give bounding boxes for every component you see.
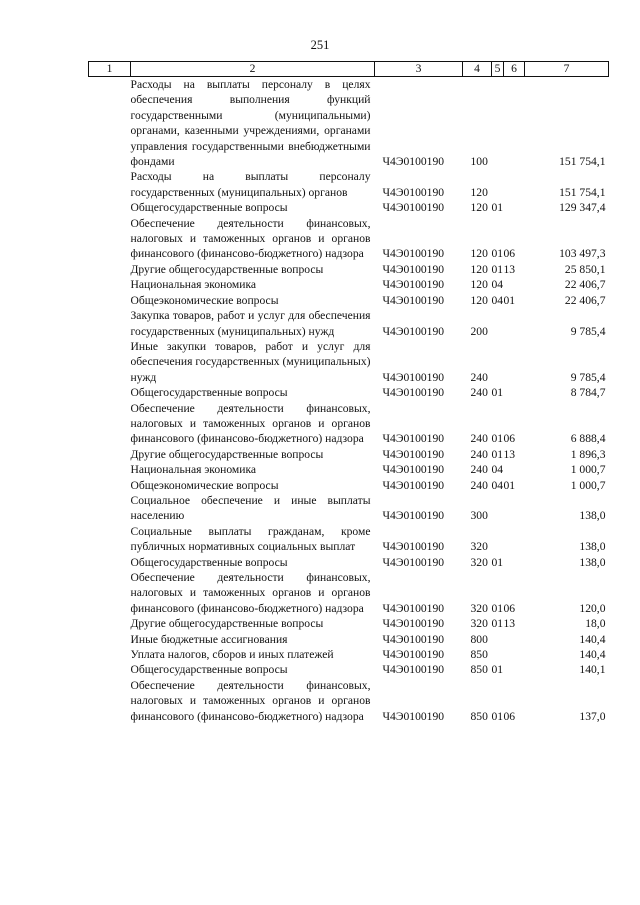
row-blank-cell <box>89 216 131 262</box>
row-expense-type: 120 <box>470 293 488 307</box>
row-section: 01 <box>491 709 504 723</box>
row-blank-cell <box>89 308 131 339</box>
row-subsection <box>504 339 525 385</box>
row-blank-cell <box>89 555 131 570</box>
table-row <box>89 462 609 477</box>
row-amount: 18,0 <box>585 617 606 631</box>
row-subsection <box>504 308 525 339</box>
row-name: Общеэкономические вопросы <box>130 478 279 492</box>
row-section: 01 <box>491 247 504 261</box>
row-blank-cell <box>89 447 131 462</box>
row-section: 01 <box>491 201 504 215</box>
table-row <box>89 385 609 400</box>
header-col-6: 6 <box>504 62 525 77</box>
row-blank-cell <box>89 401 131 447</box>
row-name: Социальное обеспечение и иные выплаты населению <box>130 493 371 523</box>
row-name: Национальная экономика <box>130 278 257 292</box>
page-number: 251 <box>310 38 330 52</box>
table-row <box>89 632 609 647</box>
table-row <box>89 616 609 631</box>
row-target-code: Ч4Э0100190 <box>382 201 445 215</box>
row-subsection: 13 <box>503 447 516 461</box>
table-row <box>89 216 609 262</box>
row-expense-type: 240 <box>470 432 488 446</box>
row-name: Расходы на выплаты персоналу в целях обеспечения выполнения функций государственными (муниципальными) органами, казенными учреждениями, органами управления государственными внебюджетными фондами <box>130 78 371 169</box>
row-subsection <box>504 493 525 524</box>
row-name: Национальная экономика <box>130 463 257 477</box>
table-body <box>89 77 609 725</box>
row-expense-type: 240 <box>470 386 488 400</box>
row-target-code: Ч4Э0100190 <box>382 709 445 723</box>
row-blank-cell <box>89 524 131 555</box>
row-name: Другие общегосударственные вопросы <box>130 617 324 631</box>
row-expense-type: 120 <box>470 278 488 292</box>
row-name: Расходы на выплаты персоналу государственных (муниципальных) органов <box>130 170 371 199</box>
row-amount: 137,0 <box>579 709 606 723</box>
row-target-code: Ч4Э0100190 <box>382 663 445 677</box>
row-blank-cell <box>89 200 131 215</box>
row-subsection <box>504 385 525 400</box>
table-row <box>89 401 609 447</box>
row-name: Другие общегосударственные вопросы <box>130 262 324 276</box>
row-blank-cell <box>89 339 131 385</box>
row-amount: 151 754,1 <box>559 155 606 169</box>
table-row <box>89 478 609 493</box>
row-expense-type: 240 <box>470 463 488 477</box>
row-section: 04 <box>491 463 504 477</box>
row-expense-type: 100 <box>470 155 488 169</box>
row-target-code: Ч4Э0100190 <box>382 617 445 631</box>
header-col-2: 2 <box>131 62 375 77</box>
row-subsection <box>504 77 525 170</box>
row-subsection <box>504 632 525 647</box>
row-blank-cell <box>89 493 131 524</box>
row-section <box>492 308 504 339</box>
row-blank-cell <box>89 462 131 477</box>
row-name: Другие общегосударственные вопросы <box>130 447 324 461</box>
header-col-3: 3 <box>375 62 463 77</box>
row-amount: 140,4 <box>579 648 606 662</box>
row-blank-cell <box>89 662 131 677</box>
row-amount: 138,0 <box>579 540 606 554</box>
row-section: 04 <box>491 293 504 307</box>
row-amount: 151 754,1 <box>559 185 606 199</box>
row-section: 04 <box>491 278 504 292</box>
row-subsection: 06 <box>503 601 516 615</box>
row-blank-cell <box>89 632 131 647</box>
row-section: 01 <box>491 262 504 276</box>
row-subsection <box>504 662 525 677</box>
row-section: 01 <box>491 386 504 400</box>
table-row <box>89 493 609 524</box>
row-name: Обеспечение деятельности финансовых, налоговых и таможенных органов и органов финансового (финансово-бюджетного) надзора <box>130 216 371 261</box>
row-expense-type: 120 <box>470 201 488 215</box>
row-subsection: 01 <box>503 478 516 492</box>
table-row <box>89 570 609 616</box>
row-target-code: Ч4Э0100190 <box>382 601 445 615</box>
row-blank-cell <box>89 169 131 200</box>
row-expense-type: 240 <box>470 478 488 492</box>
row-subsection: 01 <box>503 293 516 307</box>
row-amount: 103 497,3 <box>559 247 606 261</box>
row-target-code: Ч4Э0100190 <box>382 540 445 554</box>
row-name: Обеспечение деятельности финансовых, налоговых и таможенных органов и органов финансового (финансово-бюджетного) надзора <box>130 678 371 723</box>
table-row <box>89 200 609 215</box>
row-target-code: Ч4Э0100190 <box>382 478 445 492</box>
row-subsection <box>504 555 525 570</box>
row-section: 04 <box>491 478 504 492</box>
row-expense-type: 320 <box>470 540 488 554</box>
row-name: Общегосударственные вопросы <box>130 201 288 215</box>
row-expense-type: 850 <box>470 709 488 723</box>
row-expense-type: 850 <box>470 648 488 662</box>
row-name: Иные бюджетные ассигнования <box>130 632 288 646</box>
row-blank-cell <box>89 293 131 308</box>
row-target-code: Ч4Э0100190 <box>382 185 445 199</box>
row-name: Общегосударственные вопросы <box>130 663 288 677</box>
table-row <box>89 262 609 277</box>
row-section: 01 <box>491 432 504 446</box>
table-row <box>89 662 609 677</box>
table-row <box>89 678 609 724</box>
row-target-code: Ч4Э0100190 <box>382 632 445 646</box>
table-row <box>89 308 609 339</box>
row-name: Общегосударственные вопросы <box>130 555 288 569</box>
row-subsection <box>504 277 525 292</box>
row-name: Закупка товаров, работ и услуг для обеспечения государственных (муниципальных) нужд <box>130 309 371 338</box>
row-blank-cell <box>89 77 131 170</box>
row-target-code: Ч4Э0100190 <box>382 463 445 477</box>
row-target-code: Ч4Э0100190 <box>382 509 445 523</box>
row-amount: 1 000,7 <box>570 463 606 477</box>
row-amount: 140,4 <box>579 632 606 646</box>
row-amount: 6 888,4 <box>570 432 606 446</box>
row-section <box>492 339 504 385</box>
row-target-code: Ч4Э0100190 <box>382 555 445 569</box>
row-expense-type: 320 <box>470 617 488 631</box>
row-name: Обеспечение деятельности финансовых, налоговых и таможенных органов и органов финансового (финансово-бюджетного) надзора <box>130 571 371 615</box>
table-row <box>89 647 609 662</box>
row-subsection <box>504 524 525 555</box>
row-subsection: 06 <box>503 432 516 446</box>
row-target-code: Ч4Э0100190 <box>382 262 445 276</box>
table-row <box>89 555 609 570</box>
header-col-1: 1 <box>89 62 131 77</box>
row-name: Обеспечение деятельности финансовых, налоговых и таможенных органов и органов финансового (финансово-бюджетного) надзора <box>130 401 371 446</box>
row-amount: 9 785,4 <box>570 324 606 338</box>
row-blank-cell <box>89 678 131 724</box>
table-header-row <box>89 62 609 77</box>
row-amount: 1 000,7 <box>570 478 606 492</box>
row-expense-type: 320 <box>470 601 488 615</box>
row-amount: 138,0 <box>579 509 606 523</box>
row-target-code: Ч4Э0100190 <box>382 324 445 338</box>
row-blank-cell <box>89 262 131 277</box>
row-name: Общеэкономические вопросы <box>130 293 279 307</box>
row-amount: 138,0 <box>579 555 606 569</box>
row-target-code: Ч4Э0100190 <box>382 447 445 461</box>
row-target-code: Ч4Э0100190 <box>382 648 445 662</box>
row-subsection: 13 <box>503 262 516 276</box>
row-name: Уплата налогов, сборов и иных платежей <box>130 648 334 662</box>
row-expense-type: 240 <box>470 370 488 384</box>
row-section <box>492 524 504 555</box>
row-blank-cell <box>89 616 131 631</box>
row-amount: 22 406,7 <box>564 278 606 292</box>
row-target-code: Ч4Э0100190 <box>382 278 445 292</box>
row-section <box>492 77 504 170</box>
row-amount: 8 784,7 <box>570 386 606 400</box>
row-section: 01 <box>491 555 504 569</box>
row-amount: 140,1 <box>579 663 606 677</box>
row-target-code: Ч4Э0100190 <box>382 386 445 400</box>
row-blank-cell <box>89 647 131 662</box>
row-amount: 22 406,7 <box>564 293 606 307</box>
table-row <box>89 277 609 292</box>
row-subsection: 13 <box>503 617 516 631</box>
row-expense-type: 320 <box>470 555 488 569</box>
row-target-code: Ч4Э0100190 <box>382 432 445 446</box>
row-target-code: Ч4Э0100190 <box>382 293 445 307</box>
row-name: Общегосударственные вопросы <box>130 386 288 400</box>
row-expense-type: 200 <box>470 324 488 338</box>
row-amount: 120,0 <box>579 601 606 615</box>
row-section <box>492 632 504 647</box>
table-row <box>89 77 609 170</box>
row-amount: 129 347,4 <box>559 201 606 215</box>
row-expense-type: 300 <box>470 509 488 523</box>
row-subsection: 06 <box>503 247 516 261</box>
header-col-5: 5 <box>492 62 504 77</box>
row-expense-type: 120 <box>470 185 488 199</box>
table-row <box>89 293 609 308</box>
row-section: 01 <box>491 601 504 615</box>
row-subsection <box>504 200 525 215</box>
row-subsection <box>504 169 525 200</box>
row-expense-type: 240 <box>470 447 488 461</box>
row-amount: 25 850,1 <box>564 262 606 276</box>
row-section <box>492 169 504 200</box>
row-section: 01 <box>491 663 504 677</box>
row-section: 01 <box>491 617 504 631</box>
row-target-code: Ч4Э0100190 <box>382 370 445 384</box>
row-expense-type: 850 <box>470 663 488 677</box>
row-expense-type: 120 <box>470 247 488 261</box>
row-name: Иные закупки товаров, работ и услуг для обеспечения государственных (муниципальных) нужд <box>130 339 371 384</box>
row-target-code: Ч4Э0100190 <box>382 155 445 169</box>
row-blank-cell <box>89 277 131 292</box>
row-amount: 1 896,3 <box>570 447 606 461</box>
table-row <box>89 169 609 200</box>
header-col-4: 4 <box>463 62 492 77</box>
row-section <box>492 647 504 662</box>
header-col-7: 7 <box>525 62 609 77</box>
row-expense-type: 120 <box>470 262 488 276</box>
table-row <box>89 447 609 462</box>
row-expense-type: 800 <box>470 632 488 646</box>
table-row <box>89 339 609 385</box>
row-blank-cell <box>89 478 131 493</box>
row-blank-cell <box>89 385 131 400</box>
row-name: Социальные выплаты гражданам, кроме публичных нормативных социальных выплат <box>130 524 371 554</box>
row-amount: 9 785,4 <box>570 370 606 384</box>
budget-table <box>88 61 609 724</box>
table-row <box>89 524 609 555</box>
row-section <box>492 493 504 524</box>
row-target-code: Ч4Э0100190 <box>382 247 445 261</box>
row-subsection: 06 <box>503 709 516 723</box>
row-section: 01 <box>491 447 504 461</box>
row-blank-cell <box>89 570 131 616</box>
row-subsection <box>504 462 525 477</box>
row-subsection <box>504 647 525 662</box>
